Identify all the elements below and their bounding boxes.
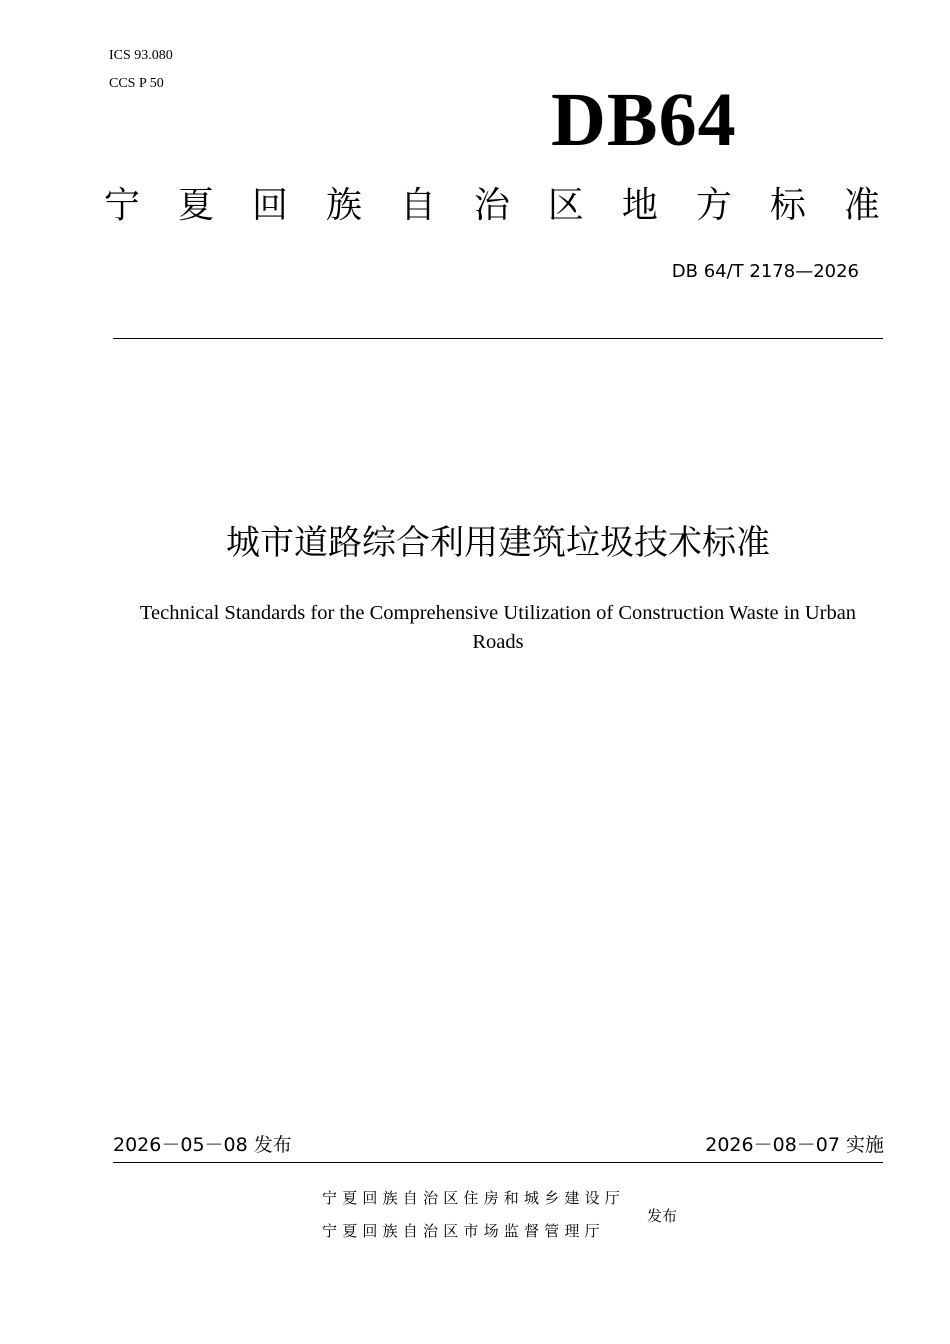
title-english: Technical Standards for the Comprehensive Utilization of Construction Waste in Urban Roads — [139, 602, 857, 653]
top-divider — [113, 338, 883, 339]
standard-number: DB 64/T 2178—2026 — [671, 261, 859, 282]
title-chinese: 城市道路综合利用建筑垃圾技术标准 — [226, 523, 770, 563]
standard-type-char: 区 — [547, 185, 584, 226]
db64-logo: DB64 — [551, 78, 737, 162]
standard-type-char: 标 — [769, 185, 806, 226]
implementation-date: 2026－08－07 实施 — [705, 1134, 884, 1156]
issue-date: 2026－05－08 发布 — [113, 1134, 292, 1156]
standard-type-char: 准 — [843, 185, 880, 226]
bottom-divider — [113, 1162, 883, 1163]
issuer-market-regulation-department: 宁夏回族自治区市场监督管理厅 — [322, 1222, 605, 1240]
standard-type-char: 宁 — [104, 185, 141, 226]
standard-type-char: 治 — [473, 185, 510, 226]
issuer-housing-department: 宁夏回族自治区住房和城乡建设厅 — [322, 1189, 626, 1207]
standard-type-heading — [104, 183, 880, 229]
ics-code: ICS 93.080 — [109, 48, 173, 63]
standard-type-char: 族 — [325, 185, 362, 226]
standard-type-char: 地 — [621, 185, 658, 226]
publish-label: 发布 — [647, 1207, 678, 1225]
standard-type-char: 自 — [399, 185, 436, 226]
ccs-code: CCS P 50 — [109, 76, 164, 91]
standard-type-char: 方 — [695, 185, 732, 226]
standard-type-char: 夏 — [177, 185, 214, 226]
standard-type-char: 回 — [251, 185, 288, 226]
